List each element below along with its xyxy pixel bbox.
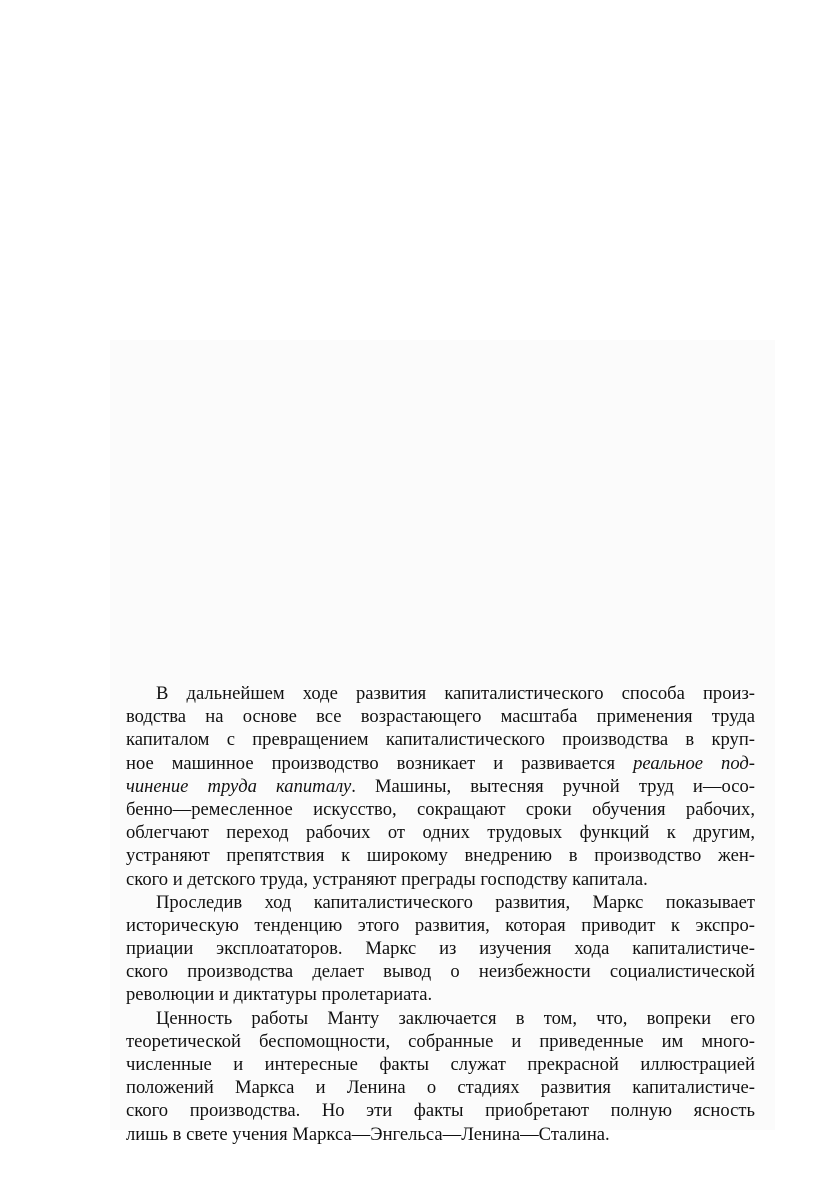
text-line: бенно—ремесленное искусство, сокращают сроки обучения рабочих, [126,798,755,820]
text-line: капиталом с превращением капиталистического производства в круп- [126,729,755,751]
text-line [126,752,755,775]
text-line: В дальнейшем ходе развития капиталистического способа произ- [156,683,755,704]
text-line: Проследив ход капиталистического развития, Маркс показывает [156,891,755,913]
text-line: водства на основе все возрастающего масштаба применения труда [126,706,755,728]
text-line: ского производства. Но эти факты приобретают полную ясность [126,1100,755,1122]
paragraph-3 [126,1007,755,1146]
text-segment: ное машинное производство возникает и развивается [126,752,634,774]
italic-phrase: чинение труда капиталу [126,775,352,797]
text-line: Ценность работы Манту заключается в том, что, вопреки его [156,1007,755,1029]
text-line: историческую тенденцию этого развития, которая приводит к экспро- [126,914,755,936]
text-line: теоретической беспомощности, собранные и приведенные им много- [126,1030,755,1052]
text-segment: . Машины, вытесняя ручной труд и—осо- [351,775,755,797]
text-line: ского и детского труда, устраняют преграды господству капитала. [126,868,648,890]
text-line: революции и диктатуры пролетариата. [126,984,433,1006]
text-line [126,775,755,798]
text-line: положений Маркса и Ленина о стадиях развития капиталистиче- [126,1077,755,1099]
text-line: приации эксплоататоров. Маркс из изучения хода капиталистиче- [126,938,755,960]
text-line: ского производства делает вывод о неизбежности социалистической [126,961,755,983]
paragraph-2 [126,891,755,1007]
italic-phrase: реальное под- [633,752,755,774]
text-line: лишь в свете учения Маркса—Энгельса—Ленина—Сталина. [126,1123,610,1145]
text-line: устраняют препятствия к широкому внедрению в производство жен- [126,845,755,867]
text-line: облегчают переход рабочих от одних трудовых функций к другим, [126,822,755,844]
paragraph-1 [126,682,755,891]
text-line: численные и интересные факты служат прекрасной иллюстрацией [126,1054,755,1075]
body-text [126,682,755,1146]
